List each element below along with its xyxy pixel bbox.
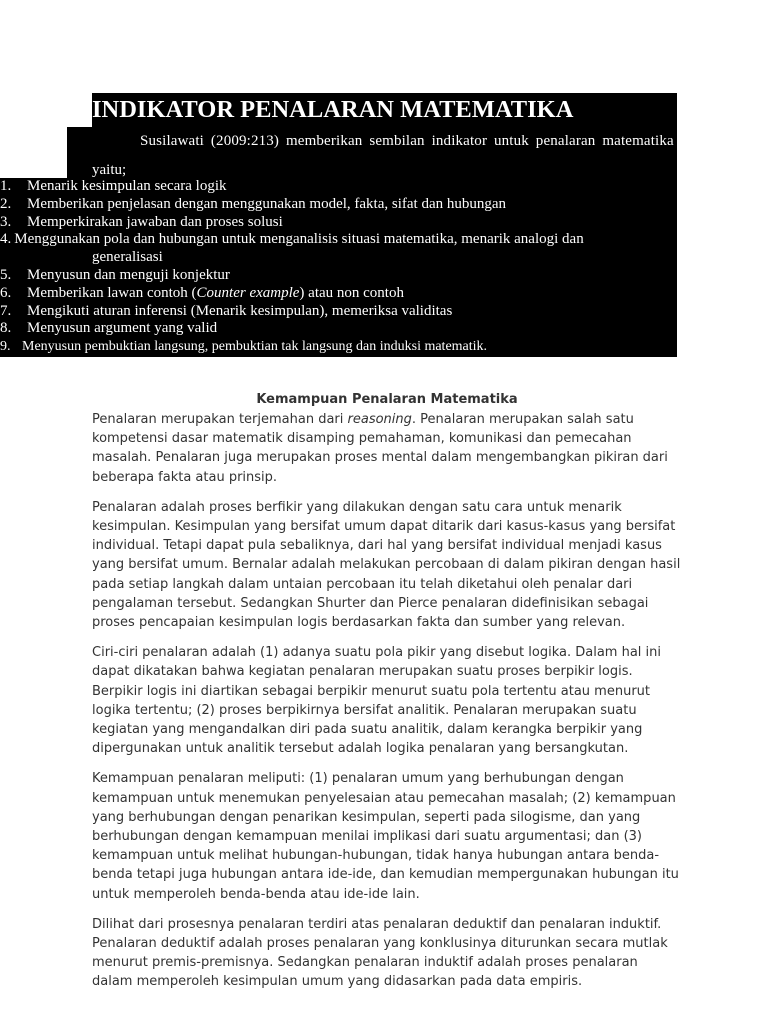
item-text: Menarik kesimpulan secara logik — [27, 178, 227, 194]
item-number: 3. — [0, 213, 12, 230]
indicator-title-box — [92, 93, 677, 127]
article — [92, 390, 682, 1003]
paragraph — [92, 410, 682, 487]
list-item — [0, 231, 680, 249]
item-text-italic: Counter example — [196, 284, 300, 301]
item-number: 2. — [0, 195, 12, 212]
paragraph: Ciri-ciri penalaran adalah (1) adanya suatu pola pikir yang disebut logika. Dalam hal ini dapat dikatakan bahwa kegiatan penalaran merupakan suatu proses berpikir logis. Berpikir logis ini diartikan sebagai berpikir menurut suatu pola tertentu atau menurut logika tertentu; (2) proses berpikirnya bersifat analitik. Penalaran merupakan suatu kegiatan yang mengandalkan diri pada suatu analitik, dalam kerangka berpikir yang dipergunakan untuk analitik tersebut adalah logika penalaran yang bersangkutan. — [92, 645, 662, 757]
list-item — [0, 320, 680, 338]
item-text: generalisasi — [92, 249, 163, 266]
item-text: Memberikan penjelasan dengan menggunakan model, fakta, sifat dan hubungan — [27, 195, 507, 212]
list-item — [0, 338, 680, 356]
item-number: 7. — [0, 302, 12, 319]
list-item-continuation — [0, 249, 680, 267]
item-text: Menggunakan pola dan hubungan untuk menganalisis situasi matematika, menarik analogi dan — [14, 231, 584, 248]
item-text: Menyusun argument yang valid — [27, 320, 218, 337]
list-item — [0, 303, 680, 321]
item-text-part: ) atau non contoh — [299, 284, 404, 301]
item-number: 1. — [0, 178, 12, 194]
item-number: 4. — [0, 231, 12, 248]
item-number: 9. — [0, 339, 11, 355]
paragraph: Penalaran adalah proses berfikir yang dilakukan dengan satu cara untuk menarik kesimpulan. Kesimpulan yang bersifat umum dapat ditarik dari kasus-kasus yang bersifat individual. Tetapi dapat pula sebaliknya, dari hal yang bersifat individual menjadi kasus yang bersifat umum. Bernalar adalah melakukan percobaan di dalam pikiran dengan hasil pada setiap langkah dalam untaian percobaan itu telah diketahui oleh penalar dari pengalaman tersebut. Sedangkan Shurter dan Pierce penalaran didefinisikan sebagai proses pencapaian kesimpulan logis berdasarkan fakta dan sumber yang relevan. — [92, 499, 681, 631]
item-number: 6. — [0, 284, 12, 301]
item-text: Menyusun pembuktian langsung, pembuktian tak langsung dan induksi matematik. — [22, 339, 488, 355]
paragraph-text: . Penalaran merupakan salah satu kompetensi dasar matematik disamping pemahaman, komunikasi dan pemecahan masalah. Penalaran juga merupakan proses mental dalam mengembangkan pikiran dari beberapa fakta atau prinsip. — [92, 412, 668, 485]
list-item — [0, 178, 680, 196]
item-text: Mengikuti aturan inferensi (Menarik kesimpulan), memeriksa validitas — [27, 302, 453, 319]
list-item — [0, 196, 680, 214]
paragraph: Dilihat dari prosesnya penalaran terdiri atas penalaran deduktif dan penalaran induktif. Penalaran deduktif adalah proses penalaran yang konklusinya diturunkan secara mutlak menurut premis-premisnya. Sedangkan penalaran induktif adalah proses penalaran dalam memperoleh kesimpulan umum yang didasarkan pada data empiris. — [92, 916, 668, 990]
intro-line-2: yaitu; — [92, 162, 127, 178]
paragraph: Kemampuan penalaran meliputi: (1) penalaran umum yang berhubungan dengan kemampuan untuk menemukan penyelesaian atau pemecahan masalah; (2) kemampuan yang berhubungan dengan penarikan kesimpulan, seperti pada silogisme, dan yang berhubungan dengan kemampuan menilai implikasi dari suatu argumentasi; dan (3) kemampuan untuk melihat hubungan-hubungan, tidak hanya hubungan antara benda-benda tetapi juga hubungan antara ide-ide, dan kemudian mempergunakan hubungan itu untuk memperoleh benda-benda atau ide-ide lain. — [92, 771, 679, 902]
indicator-title: INDIKATOR PENALARAN MATEMATIKA — [92, 96, 574, 123]
article-heading: Kemampuan Penalaran Matematika — [256, 392, 518, 407]
list-item — [0, 214, 680, 232]
intro-line-1: Susilawati (2009:213) memberikan sembilan indikator untuk penalaran matematika — [140, 133, 674, 149]
item-text: Menyusun dan menguji konjektur — [27, 266, 230, 283]
paragraph-italic: reasoning — [347, 412, 412, 427]
list-item — [0, 267, 680, 285]
item-text: Memperkirakan jawaban dan proses solusi — [27, 213, 283, 230]
paragraph-text: Penalaran merupakan terjemahan dari — [92, 412, 348, 427]
indicator-list — [0, 178, 680, 356]
item-text — [27, 285, 404, 303]
item-text-part: Memberikan lawan contoh ( — [27, 284, 197, 301]
item-number: 5. — [0, 266, 12, 283]
item-number: 8. — [0, 320, 12, 337]
list-item — [0, 285, 680, 303]
